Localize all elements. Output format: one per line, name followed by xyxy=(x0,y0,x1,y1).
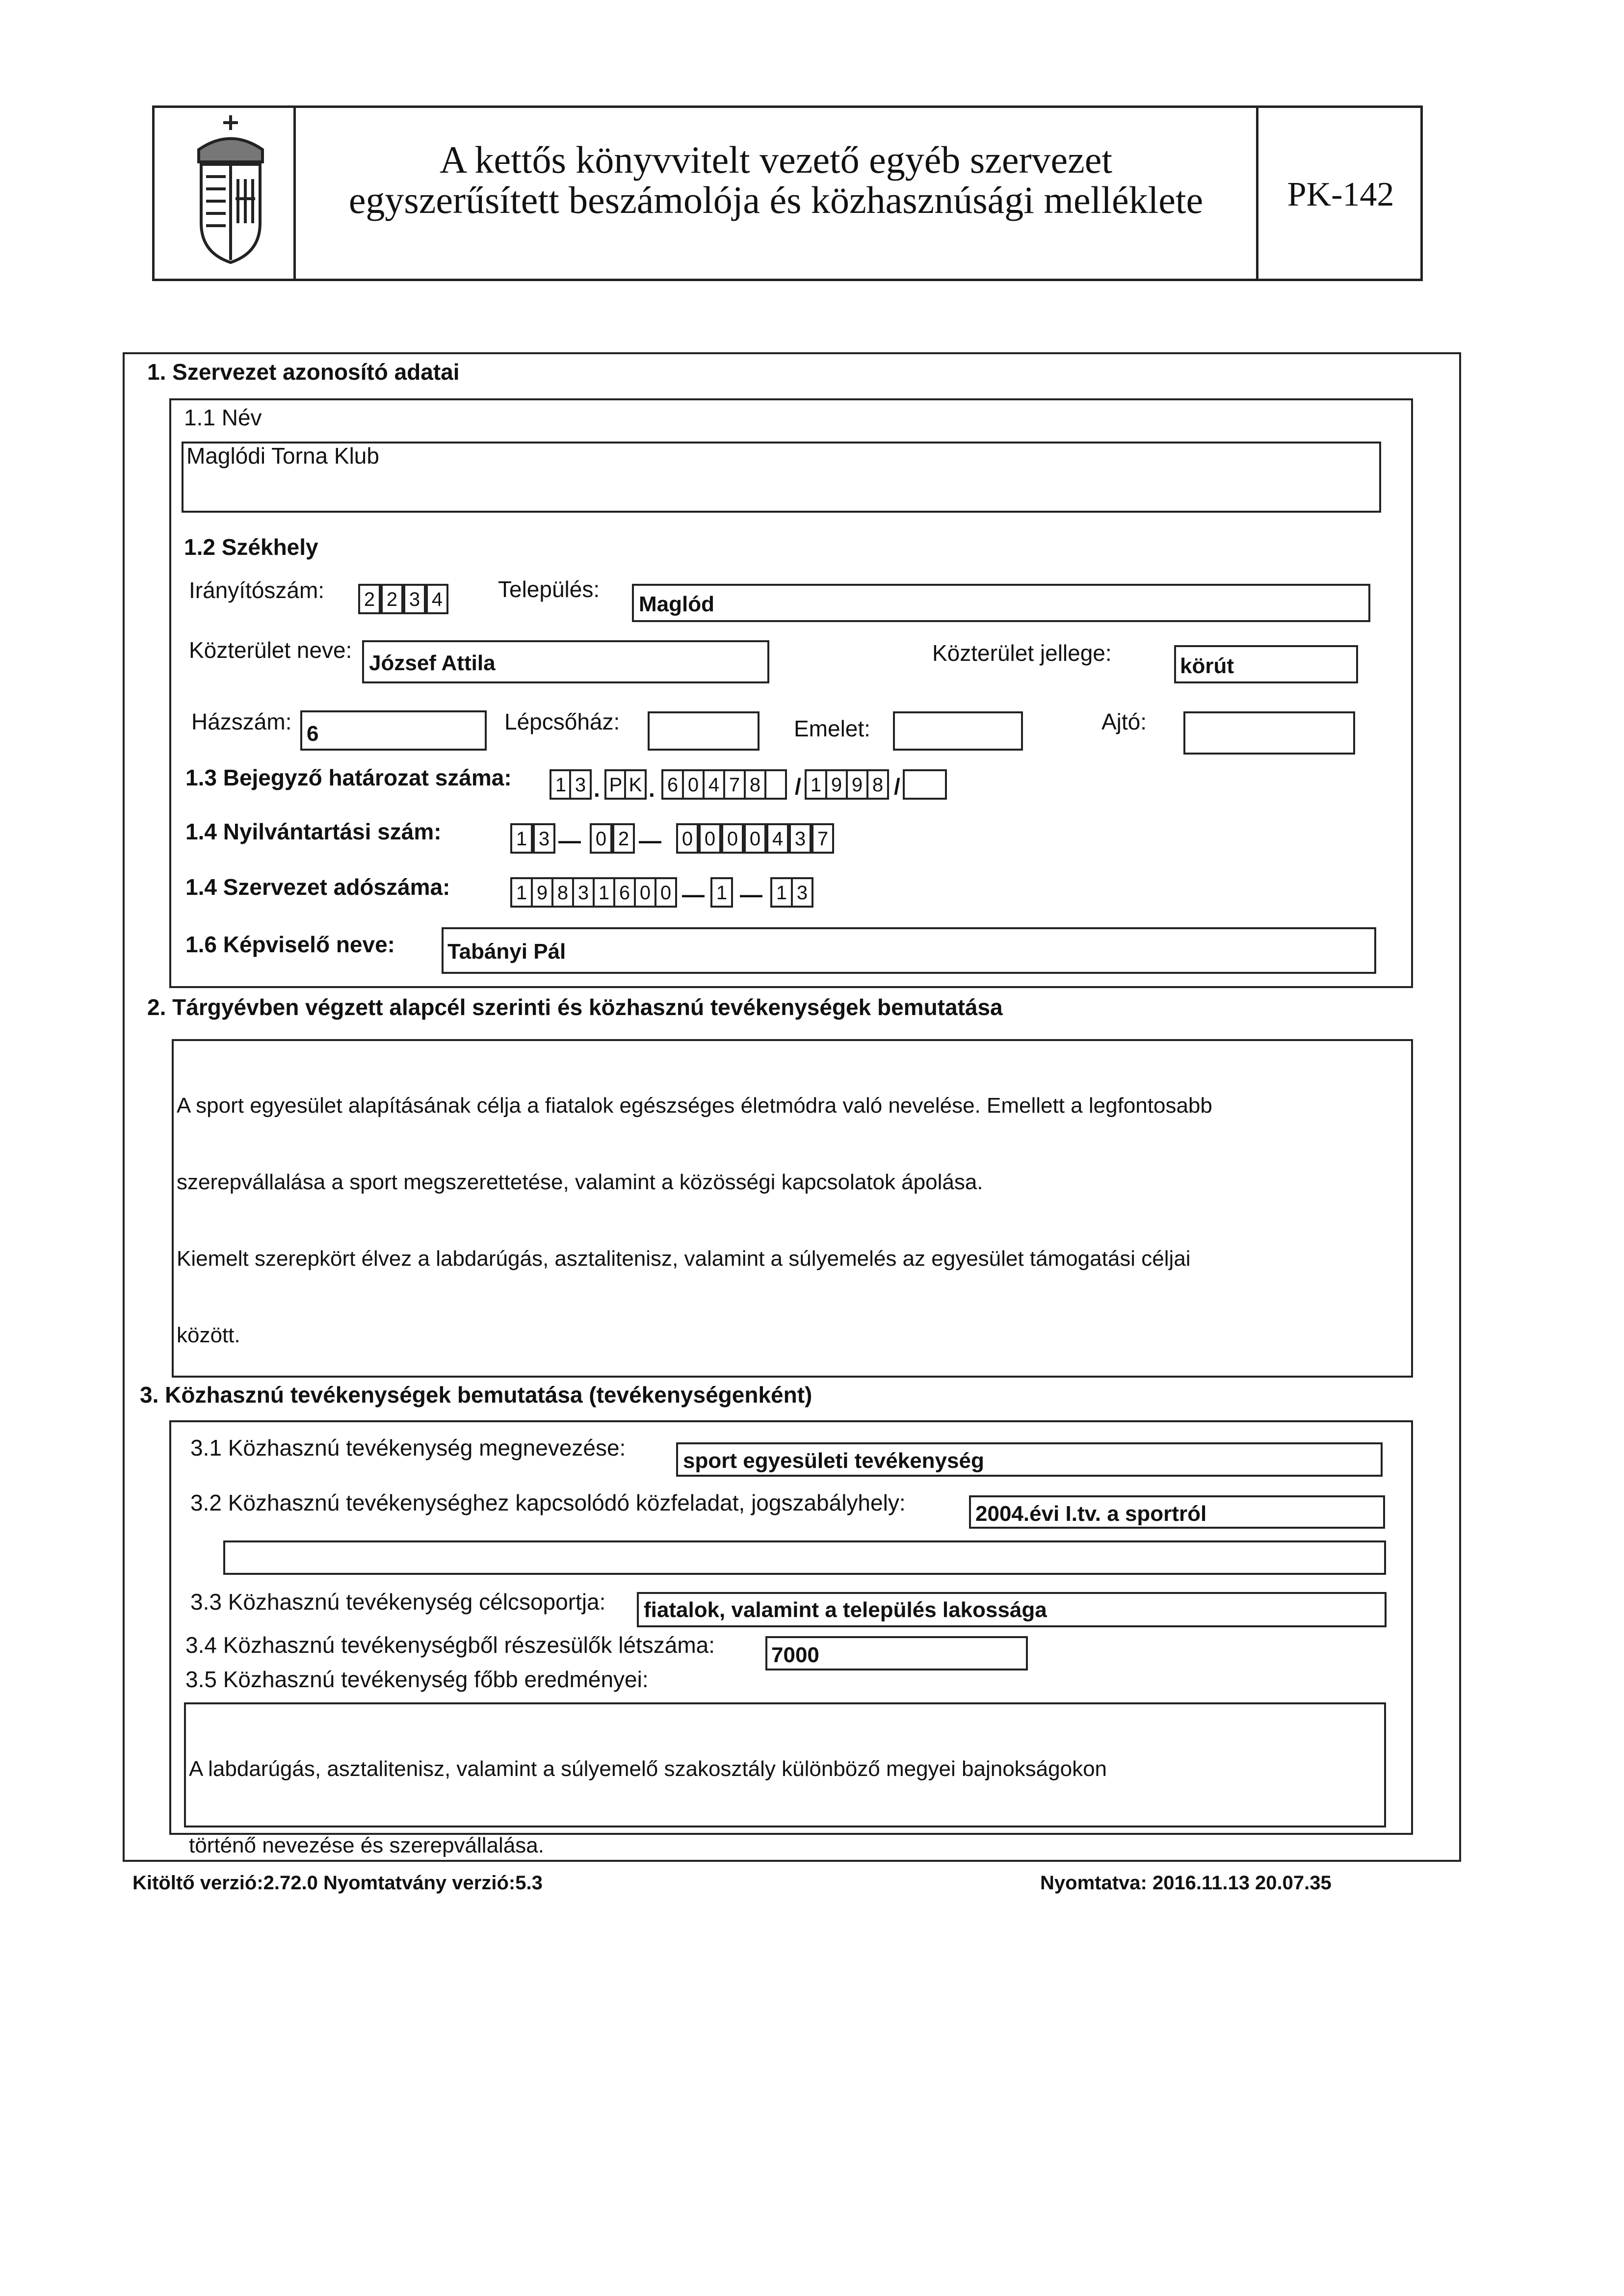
zip-label: Irányítószám: xyxy=(189,577,325,603)
zip-digit: 2 xyxy=(381,584,403,614)
registry-cell: 9 xyxy=(846,769,868,800)
footer-version: Kitöltő verzió:2.72.0 Nyomtatvány verzió:5.3 xyxy=(132,1872,543,1894)
registry-cell: 4 xyxy=(703,769,725,800)
registry-cell: 8 xyxy=(866,769,889,800)
public-task-extra-field[interactable] xyxy=(223,1540,1386,1575)
beneficiary-count-value: 7000 xyxy=(771,1643,819,1667)
registry-cell: K xyxy=(624,769,647,800)
beneficiary-count-label: 3.4 Közhasznú tevékenységből részesülők létszáma: xyxy=(185,1632,715,1658)
public-task-label: 3.2 Közhasznú tevékenységhez kapcsolódó közfeladat, jogszabályhely: xyxy=(190,1490,906,1515)
name-label: 1.1 Név xyxy=(184,405,262,430)
activity-name-label: 3.1 Közhasznú tevékenység megnevezése: xyxy=(190,1435,626,1461)
tax-cell: 9 xyxy=(531,877,553,908)
activities-text-line3: Kiemelt szerepkört élvez a labdarúgás, asztalitenisz, valamint a súlyemelés az egyesület támogatási céljai xyxy=(177,1247,1191,1271)
name-value: Maglódi Torna Klub xyxy=(186,443,379,469)
tax-cell: 1 xyxy=(593,877,615,908)
target-group-value: fiatalok, valamint a település lakossága xyxy=(644,1598,1047,1622)
stair-field[interactable] xyxy=(648,711,760,751)
floor-field[interactable] xyxy=(893,711,1023,751)
zip-digit: 2 xyxy=(358,584,381,614)
rep-value: Tabányi Pál xyxy=(447,939,566,964)
coat-of-arms-icon xyxy=(189,110,272,272)
tax-cell: 3 xyxy=(572,877,595,908)
reg-no-cell: 3 xyxy=(789,823,812,854)
section1-title: 1. Szervezet azonosító adatai xyxy=(147,359,460,385)
zip-digit: 4 xyxy=(426,584,448,614)
stair-label: Lépcsőház: xyxy=(504,709,620,734)
tax-cell: 8 xyxy=(551,877,574,908)
registry-cell: 1 xyxy=(805,769,827,800)
city-value: Maglód xyxy=(639,592,714,616)
rep-label: 1.6 Képviselő neve: xyxy=(185,932,395,957)
activities-text-line1: A sport egyesület alapításának célja a fiatalok egészséges életmódra való nevelése. Emellett a legfontosabb xyxy=(177,1094,1212,1118)
registry-cell: 8 xyxy=(744,769,766,800)
reg-no-cell: — xyxy=(639,828,661,853)
door-field[interactable] xyxy=(1183,711,1355,755)
reg-no-cell: 1 xyxy=(510,823,533,854)
reg-no-cell: — xyxy=(558,828,581,853)
registry-cell: 0 xyxy=(682,769,705,800)
reg-no-cell: 2 xyxy=(612,823,635,854)
tax-cell: — xyxy=(682,882,705,907)
header-title xyxy=(296,140,1256,220)
results-text xyxy=(189,1705,1107,1884)
registry-cell: / xyxy=(795,774,801,799)
registry-cell: . xyxy=(594,776,600,802)
tax-cell: — xyxy=(740,882,762,907)
registry-label: 1.3 Bejegyző határozat száma: xyxy=(185,765,512,790)
reg-no-cell: 0 xyxy=(590,823,612,854)
section3-title: 3. Közhasznú tevékenységek bemutatása (tevékenységenként) xyxy=(140,1382,812,1408)
reg-no-cell: 0 xyxy=(699,823,721,854)
tax-cell: 3 xyxy=(791,877,813,908)
registry-cell: 6 xyxy=(661,769,684,800)
floor-label: Emelet: xyxy=(794,716,870,741)
target-group-label: 3.3 Közhasznú tevékenység célcsoportja: xyxy=(190,1589,606,1615)
registry-cell: 7 xyxy=(723,769,746,800)
city-field[interactable] xyxy=(632,584,1370,622)
header-title-line1: A kettős könyvvitelt vezető egyéb szervezet xyxy=(439,138,1113,181)
results-text-line1: A labdarúgás, asztalitenisz, valamint a súlyemelő szakosztály különböző megyei bajnokságokon xyxy=(189,1757,1107,1781)
tax-cell: 1 xyxy=(710,877,733,908)
house-value: 6 xyxy=(307,722,319,746)
registry-cell: 1 xyxy=(550,769,572,800)
registry-cell: 9 xyxy=(825,769,848,800)
registry-cell xyxy=(903,769,947,800)
activity-name-value: sport egyesületi tevékenység xyxy=(683,1449,984,1473)
results-text-line2: történő nevezése és szerepvállalása. xyxy=(189,1833,544,1857)
tax-cell: 1 xyxy=(770,877,793,908)
tax-cell: 6 xyxy=(613,877,636,908)
registry-cell: / xyxy=(894,774,900,799)
activities-text xyxy=(177,1042,1212,1374)
reg-no-cell: 3 xyxy=(533,823,555,854)
section2-title: 2. Tárgyévben végzett alapcél szerinti és közhasznú tevékenységek bemutatása xyxy=(147,994,1003,1020)
registry-cell xyxy=(764,769,787,800)
header-title-line2: egyszerűsített beszámolója és közhasznúsági melléklete xyxy=(348,178,1204,221)
activities-text-line2: szerepvállalása a sport megszerettetése, valamint a közösségi kapcsolatok ápolása. xyxy=(177,1170,983,1194)
reg-no-cell: 0 xyxy=(676,823,699,854)
city-label: Település: xyxy=(498,576,600,602)
tax-cell: 0 xyxy=(634,877,656,908)
reg-no-cell: 0 xyxy=(744,823,766,854)
seat-label: 1.2 Székhely xyxy=(184,534,318,560)
house-field[interactable] xyxy=(300,710,487,751)
registry-cell: 3 xyxy=(569,769,592,800)
activities-text-line4: között. xyxy=(177,1323,240,1347)
registry-cell: P xyxy=(604,769,627,800)
results-label: 3.5 Közhasznú tevékenység főbb eredményei: xyxy=(185,1667,649,1692)
street-label: Közterület neve: xyxy=(189,637,352,663)
reg-no-label: 1.4 Nyilvántartási szám: xyxy=(185,819,442,844)
registry-cell: . xyxy=(649,776,655,802)
tax-label: 1.4 Szervezet adószáma: xyxy=(185,874,450,900)
tax-cell: 0 xyxy=(655,877,677,908)
public-task-value: 2004.évi I.tv. a sportról xyxy=(975,1502,1207,1526)
door-label: Ajtó: xyxy=(1101,709,1147,734)
zip-digit: 3 xyxy=(403,584,426,614)
rep-field[interactable] xyxy=(442,927,1376,974)
street-type-label: Közterület jellege: xyxy=(932,640,1112,666)
reg-no-cell: 4 xyxy=(766,823,789,854)
street-type-value: körút xyxy=(1180,654,1234,678)
footer-printed: Nyomtatva: 2016.11.13 20.07.35 xyxy=(1040,1872,1332,1894)
street-value: József Attila xyxy=(369,651,496,675)
house-label: Házszám: xyxy=(191,709,292,734)
tax-cell: 1 xyxy=(510,877,533,908)
reg-no-cell: 0 xyxy=(721,823,744,854)
form-code: PK-142 xyxy=(1287,176,1394,213)
reg-no-cell: 7 xyxy=(812,823,834,854)
